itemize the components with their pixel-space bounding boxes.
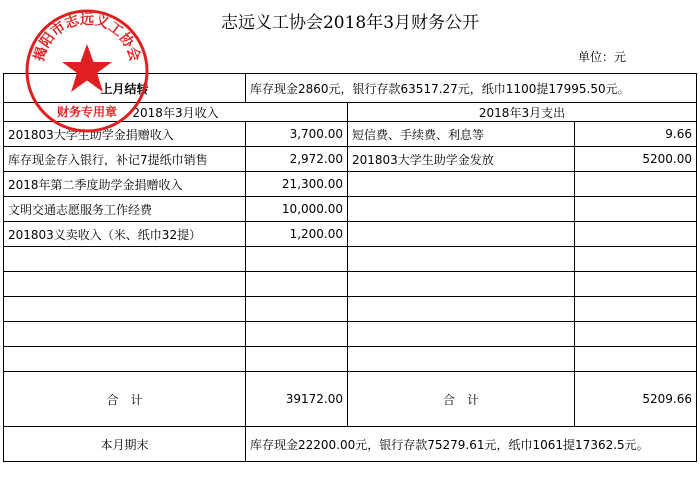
expense-amount-cell (575, 247, 697, 272)
last-month-value: 库存现金2860元，银行存款63517.27元，纸巾1100提17995.50元。 (246, 74, 697, 103)
income-item-cell: 201803义卖收入（米、纸巾32提） (4, 222, 246, 247)
table-row (4, 247, 697, 272)
expense-item-cell (348, 347, 575, 372)
income-item-cell: 201803大学生助学金捐赠收入 (4, 122, 246, 147)
expense-total-value: 5209.66 (575, 372, 697, 427)
income-total-value: 39172.00 (246, 372, 348, 427)
income-item-cell (4, 347, 246, 372)
income-amount-cell (246, 247, 348, 272)
expense-amount-cell (575, 322, 697, 347)
expense-amount-cell: 9.66 (575, 122, 697, 147)
month-end-value: 库存现金22200.00元，银行存款75279.61元，纸巾1061提17362.5元。 (246, 427, 697, 462)
expense-item-cell (348, 247, 575, 272)
seal-arc-text: 揭阳市志远义工协会 (31, 12, 143, 64)
income-item-cell (4, 272, 246, 297)
finance-seal (22, 6, 152, 136)
income-amount-cell (246, 322, 348, 347)
expense-amount-cell (575, 272, 697, 297)
page-title: 志远义工协会2018年3月财务公开 (220, 13, 480, 33)
income-item-cell (4, 247, 246, 272)
expense-item-cell (348, 272, 575, 297)
expense-item-cell: 201803大学生助学金发放 (348, 147, 575, 172)
expense-amount-cell (575, 197, 697, 222)
table-row (4, 272, 697, 297)
table-row (4, 222, 697, 247)
seal-bottom-text: 财务专用章 (56, 105, 118, 119)
income-amount-cell: 10,000.00 (246, 197, 348, 222)
table-row (4, 297, 697, 322)
month-end-row (4, 427, 697, 462)
expense-amount-cell (575, 347, 697, 372)
table-row (4, 147, 697, 172)
seal-star-icon (62, 44, 112, 92)
table-row (4, 172, 697, 197)
income-item-cell: 库存现金存入银行，补记7提纸巾销售 (4, 147, 246, 172)
table-row (4, 347, 697, 372)
income-amount-cell: 1,200.00 (246, 222, 348, 247)
income-item-cell (4, 322, 246, 347)
income-item-cell: 2018年第二季度助学金捐赠收入 (4, 172, 246, 197)
income-amount-cell (246, 347, 348, 372)
expense-item-cell (348, 172, 575, 197)
income-header: 2018年3月收入 (4, 103, 348, 122)
expense-item-cell (348, 197, 575, 222)
table-row (4, 197, 697, 222)
expense-total-label: 合 计 (348, 372, 575, 427)
expense-item-cell: 短信费、手续费、利息等 (348, 122, 575, 147)
expense-header: 2018年3月支出 (348, 103, 697, 122)
table-row (4, 322, 697, 347)
expense-amount-cell (575, 297, 697, 322)
expense-item-cell (348, 322, 575, 347)
expense-amount-cell (575, 222, 697, 247)
expense-amount-cell (575, 172, 697, 197)
income-amount-cell (246, 297, 348, 322)
expense-item-cell (348, 222, 575, 247)
income-amount-cell (246, 272, 348, 297)
income-amount-cell: 3,700.00 (246, 122, 348, 147)
income-amount-cell: 2,972.00 (246, 147, 348, 172)
income-item-cell: 文明交通志愿服务工作经费 (4, 197, 246, 222)
month-end-label: 本月期末 (4, 427, 246, 462)
unit-label: 单位：元 (577, 50, 626, 64)
income-item-cell (4, 297, 246, 322)
income-amount-cell: 21,300.00 (246, 172, 348, 197)
expense-amount-cell: 5200.00 (575, 147, 697, 172)
totals-row (4, 372, 697, 427)
expense-item-cell (348, 297, 575, 322)
last-month-label: 上月结转 (4, 74, 246, 103)
income-total-label: 合 计 (4, 372, 246, 427)
